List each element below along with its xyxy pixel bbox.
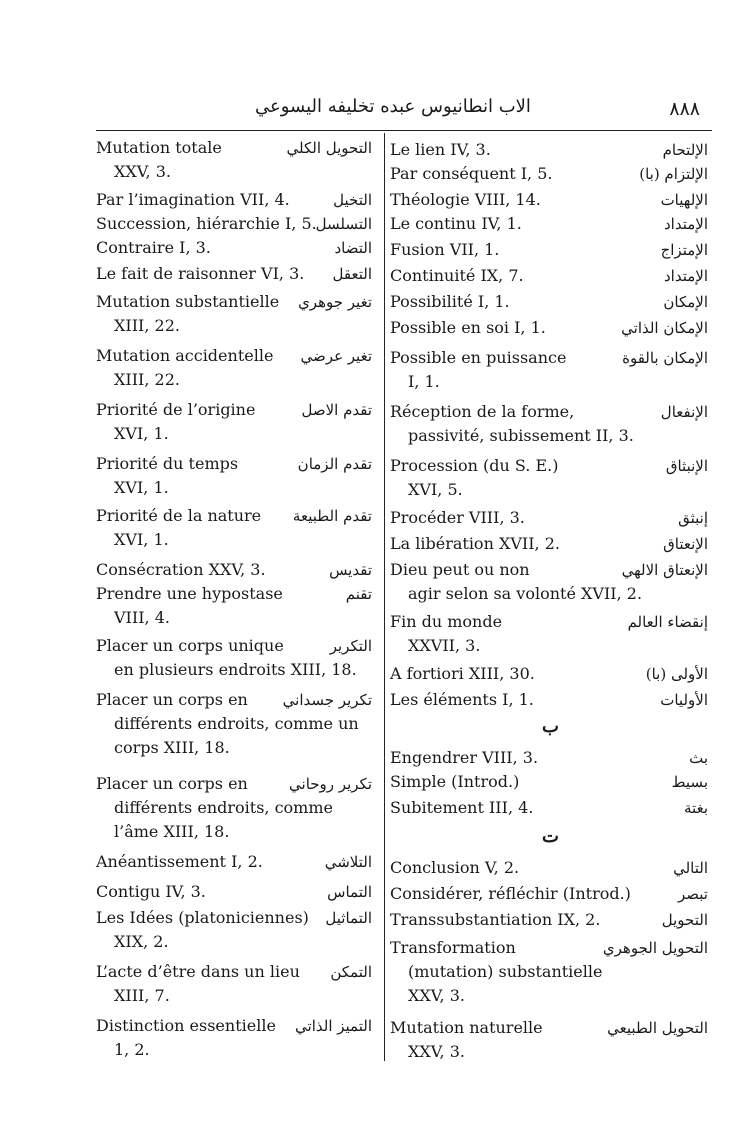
entry-continuation: XVI, 1. — [114, 530, 169, 549]
french-term: La libération XVII, 2. — [390, 534, 560, 553]
arabic-term: الإنفعال — [660, 403, 708, 421]
french-term: Subitement III, 4. — [390, 798, 534, 817]
french-term: Considérer, réfléchir (Introd.) — [390, 884, 631, 903]
entry-continuation: XVI, 1. — [114, 424, 169, 443]
french-term: Transsubstantiation IX, 2. — [390, 910, 601, 929]
entry-continuation: XVI, 1. — [114, 478, 169, 497]
arabic-term: الإنبثاق — [665, 457, 708, 475]
entry-continuation: corps XIII, 18. — [114, 738, 230, 757]
french-term: Continuité IX, 7. — [390, 266, 524, 285]
french-term: Possible en puissance — [390, 348, 567, 367]
entry-continuation: XVI, 5. — [408, 480, 463, 499]
french-term: Mutation accidentelle — [96, 346, 274, 365]
arabic-term: الأوليات — [660, 691, 708, 709]
entry-continuation: XXV, 3. — [408, 1042, 465, 1061]
arabic-term: بغتة — [684, 799, 708, 817]
arabic-term: تكرير جسداني — [282, 691, 372, 709]
entry-continuation: XIX, 2. — [114, 932, 169, 951]
french-term: Mutation substantielle — [96, 292, 280, 311]
page-header — [80, 94, 700, 128]
french-term: Possible en soi I, 1. — [390, 318, 546, 337]
french-term: Les éléments I, 1. — [390, 690, 534, 709]
arabic-term: الإمكان الذاتي — [621, 319, 708, 337]
french-term: Conclusion V, 2. — [390, 858, 520, 877]
french-term: Anéantissement I, 2. — [96, 852, 263, 871]
french-term: Le lien IV, 3. — [390, 140, 491, 159]
arabic-term: الإنعتاق — [663, 535, 708, 553]
arabic-term: التالي — [673, 859, 708, 877]
entry-continuation: XXV, 3. — [408, 986, 465, 1005]
arabic-term: تكرير روحاني — [289, 775, 372, 793]
arabic-term: بث — [689, 749, 708, 767]
french-term: Priorité de la nature — [96, 506, 262, 525]
french-term: Succession, hiérarchie I, 5. — [96, 214, 317, 233]
french-term: A fortiori XIII, 30. — [390, 664, 535, 683]
arabic-term: بسيط — [671, 773, 708, 791]
arabic-term: التحويل — [661, 911, 708, 929]
arabic-term: التسلسل — [315, 215, 372, 233]
entry-continuation: différents endroits, comme un — [114, 714, 359, 733]
running-title: الاب انطانيوس عبده تخليفه اليسوعي — [255, 96, 531, 117]
arabic-term: التحويل الكلي — [286, 139, 372, 157]
entry-continuation: agir selon sa volonté XVII, 2. — [408, 584, 643, 603]
arabic-term: التماثيل — [325, 909, 372, 927]
arabic-term: الإلتزام (با) — [639, 165, 708, 183]
arabic-term: الإلتحام — [662, 141, 708, 159]
french-term: Le continu IV, 1. — [390, 214, 522, 233]
arabic-term: التحويل الجوهري — [602, 939, 708, 957]
arabic-term: تقديس — [329, 561, 372, 579]
french-term: Fin du monde — [390, 612, 503, 631]
french-term: Par l’imagination VII, 4. — [96, 190, 290, 209]
entry-continuation: XIII, 7. — [114, 986, 170, 1005]
french-term: Prendre une hypostase — [96, 584, 283, 603]
entry-continuation: XXVII, 3. — [408, 636, 481, 655]
arabic-term: التخيل — [333, 191, 372, 209]
french-term: Mutation totale — [96, 138, 222, 157]
french-term: Priorité de l’origine — [96, 400, 256, 419]
french-term: Mutation naturelle — [390, 1018, 543, 1037]
arabic-term: الإلهيات — [660, 191, 708, 209]
french-term: Possibilité I, 1. — [390, 292, 510, 311]
arabic-term: تبصر — [678, 885, 708, 903]
french-term: Distinction essentielle — [96, 1016, 276, 1035]
french-term: Placer un corps en — [96, 690, 248, 709]
arabic-term: تقدم الزمان — [297, 455, 372, 473]
arabic-term: التعقل — [332, 265, 372, 283]
arabic-term: تغير عرضي — [300, 347, 372, 365]
french-term: Procéder VIII, 3. — [390, 508, 525, 527]
arabic-term: التلاشي — [324, 853, 372, 871]
french-term: Fusion VII, 1. — [390, 240, 500, 259]
french-term: Par conséquent I, 5. — [390, 164, 553, 183]
arabic-term: الإمتزاج — [660, 241, 708, 259]
arabic-term: تقدم الاصل — [301, 401, 372, 419]
french-term: Réception de la forme, — [390, 402, 575, 421]
arabic-term: الإمتداد — [663, 267, 708, 285]
arabic-term: التمكن — [330, 963, 372, 981]
entry-continuation: XIII, 22. — [114, 316, 180, 335]
arabic-term: الأولى (با) — [645, 665, 708, 683]
arabic-term: الإمكان بالقوة — [622, 349, 708, 367]
arabic-term: التميز الذاتي — [295, 1017, 372, 1035]
arabic-term: تقدم الطبيعة — [292, 507, 372, 525]
french-term: Placer un corps en — [96, 774, 248, 793]
french-term: L’acte d’être dans un lieu — [96, 962, 300, 981]
french-term: Théologie VIII, 14. — [390, 190, 541, 209]
entry-continuation: (mutation) substantielle — [408, 962, 603, 981]
french-term: Contraire I, 3. — [96, 238, 211, 257]
french-term: Transformation — [390, 938, 516, 957]
french-term: Procession (du S. E.) — [390, 456, 559, 475]
arabic-term: التكرير — [329, 637, 372, 655]
entry-continuation: 1, 2. — [114, 1040, 150, 1059]
page-number: ٨٨٨ — [669, 98, 700, 120]
entry-continuation: XIII, 22. — [114, 370, 180, 389]
section-letter: ب — [542, 716, 559, 737]
column-divider — [384, 133, 385, 1061]
french-term: Engendrer VIII, 3. — [390, 748, 539, 767]
arabic-term: إنقضاء العالم — [627, 613, 708, 631]
french-term: Le fait de raisonner VI, 3. — [96, 264, 305, 283]
french-term: Simple (Introd.) — [390, 772, 520, 791]
entry-continuation: I, 1. — [408, 372, 440, 391]
arabic-term: إنبثق — [678, 509, 708, 527]
entry-continuation: en plusieurs endroits XIII, 18. — [114, 660, 357, 679]
arabic-term: التحويل الطبيعي — [607, 1019, 708, 1037]
arabic-term: التضاد — [334, 239, 372, 257]
french-term: Dieu peut ou non — [390, 560, 530, 579]
arabic-term: التماس — [327, 883, 372, 901]
entry-continuation: l’âme XIII, 18. — [114, 822, 230, 841]
arabic-term: تغير جوهري — [298, 293, 372, 311]
french-term: Priorité du temps — [96, 454, 239, 473]
french-term: Consécration XXV, 3. — [96, 560, 266, 579]
entry-continuation: XXV, 3. — [114, 162, 171, 181]
entry-continuation: différents endroits, comme — [114, 798, 333, 817]
header-rule — [96, 130, 712, 131]
arabic-term: الإمكان — [663, 293, 708, 311]
french-term: Les Idées (platoniciennes) — [96, 908, 309, 927]
french-term: Contigu IV, 3. — [96, 882, 206, 901]
arabic-term: الإمتداد — [663, 215, 708, 233]
arabic-term: الإنعتاق الالهي — [621, 561, 708, 579]
entry-continuation: passivité, subissement II, 3. — [408, 426, 634, 445]
french-term: Placer un corps unique — [96, 636, 284, 655]
section-letter: ت — [542, 826, 559, 847]
entry-continuation: VIII, 4. — [114, 608, 170, 627]
arabic-term: تقنم — [345, 585, 372, 603]
